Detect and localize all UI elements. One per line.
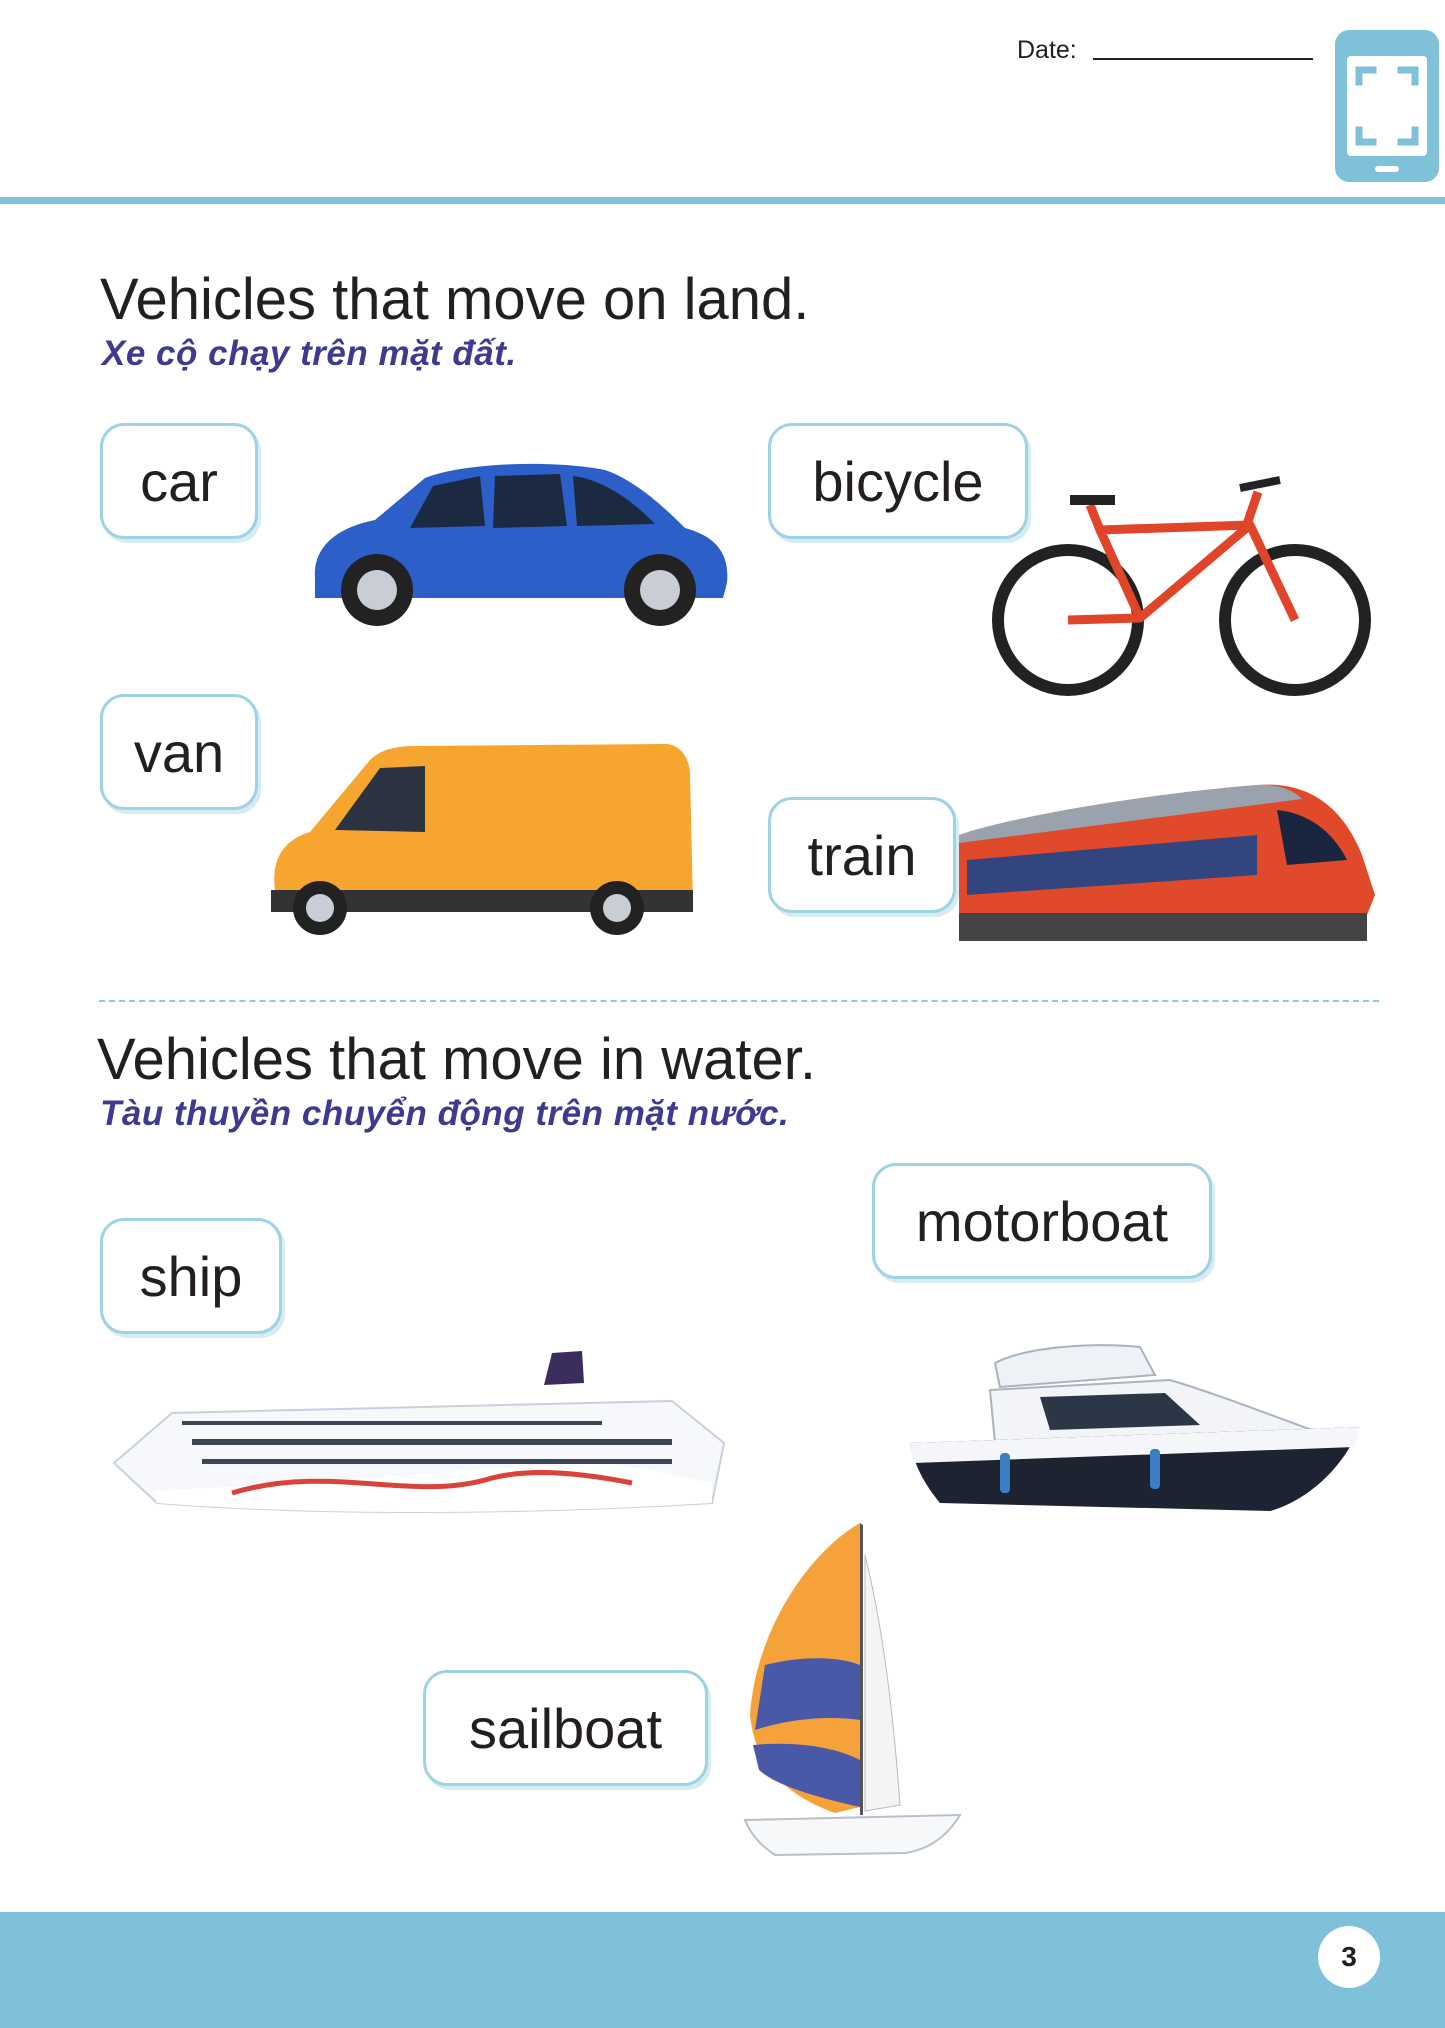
water-heading: Vehicles that move in water.	[97, 1027, 816, 1092]
word-card-train: train	[768, 797, 956, 913]
sailboat-picture	[715, 1515, 965, 1865]
water-heading-vietnamese: Tàu thuyền chuyển động trên mặt nước.	[100, 1094, 790, 1133]
word-card-bicycle: bicycle	[768, 423, 1028, 539]
page-number: 3	[1318, 1926, 1380, 1988]
word-card-motorboat: motorboat	[872, 1163, 1212, 1279]
ship-picture	[112, 1343, 727, 1523]
word-card-van: van	[100, 694, 258, 810]
footer-band	[0, 1912, 1445, 2028]
word-card-car: car	[100, 423, 258, 539]
car-picture	[305, 458, 735, 630]
header-rule	[0, 197, 1445, 204]
van-picture	[265, 740, 695, 940]
tablet-scan-icon	[1331, 26, 1443, 186]
land-heading-vietnamese: Xe cộ chạy trên mặt đất.	[102, 334, 517, 373]
date-line[interactable]	[1093, 58, 1313, 60]
bicycle-picture	[990, 470, 1375, 705]
word-card-sailboat: sailboat	[423, 1670, 708, 1786]
land-heading: Vehicles that move on land.	[100, 267, 810, 332]
train-picture	[957, 765, 1377, 955]
word-card-ship: ship	[100, 1218, 282, 1334]
section-divider	[99, 1000, 1379, 1002]
motorboat-picture	[900, 1335, 1365, 1520]
date-label: Date:	[1017, 36, 1077, 64]
